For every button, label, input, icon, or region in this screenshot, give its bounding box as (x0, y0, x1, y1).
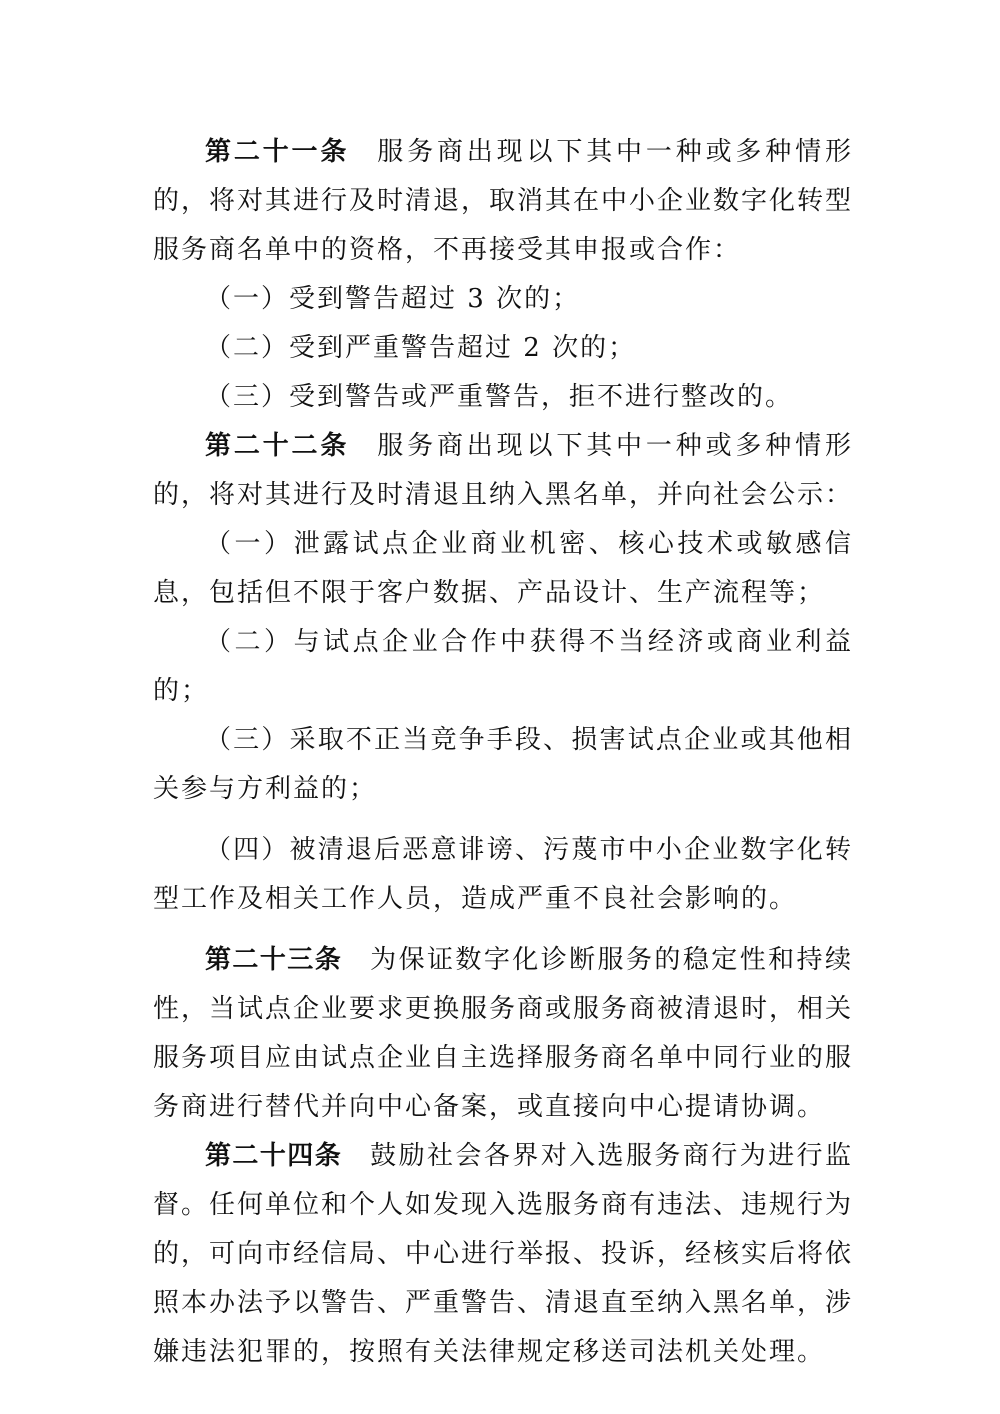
article-24-text: 鼓励社会各界对入选服务商行为进行监督。任何单位和个人如发现入选服务商有违法、违规行为的，可向市经信局、中心进行举报、投诉，经核实后将依照本办法予以警告、严重警告、清退直至纳入黑名单，涉嫌违法犯罪的，按照有关法律规定移送司法机关处理。 (153, 1141, 854, 1367)
article-22-number: 第二十二条 (205, 431, 350, 461)
article-24 (153, 1132, 853, 1377)
article-21-text: 服务商出现以下其中一种或多种情形的，将对其进行及时清退，取消其在中小企业数字化转型服务商名单中的资格，不再接受其申报或合作： (153, 137, 854, 265)
article-21-item-1: （一）受到警告超过 3 次的； (205, 284, 581, 314)
article-23-text: 为保证数字化诊断服务的稳定性和持续性，当试点企业要求更换服务商或服务商被清退时，相关服务项目应由试点企业自主选择服务商名单中同行业的服务商进行替代并向中心备案，或直接向中心提请协调。 (153, 945, 854, 1122)
article-23-number: 第二十三条 (205, 945, 343, 975)
article-21-item-3: （三）受到警告或严重警告，拒不进行整改的。 (205, 382, 794, 412)
article-24-number: 第二十四条 (205, 1141, 343, 1171)
article-22-item-4: （四）被清退后恶意诽谤、污蔑市中小企业数字化转型工作及相关工作人员，造成严重不良社会影响的。 (153, 835, 853, 914)
article-22-text: 服务商出现以下其中一种或多种情形的，将对其进行及时清退且纳入黑名单，并向社会公示： (153, 431, 854, 510)
article-23 (153, 936, 853, 1132)
article-22-intro (153, 422, 853, 520)
document-body (153, 128, 853, 1377)
article-21-intro (153, 128, 853, 275)
article-21-number: 第二十一条 (205, 137, 350, 167)
article-22-item-1: （一）泄露试点企业商业机密、核心技术或敏感信息，包括但不限于客户数据、产品设计、生产流程等； (153, 529, 853, 608)
article-22-item-2: （二）与试点企业合作中获得不当经济或商业利益的； (153, 627, 853, 706)
article-21-item-2: （二）受到严重警告超过 2 次的； (205, 333, 637, 363)
article-22-item-3: （三）采取不正当竞争手段、损害试点企业或其他相关参与方利益的； (153, 725, 853, 804)
